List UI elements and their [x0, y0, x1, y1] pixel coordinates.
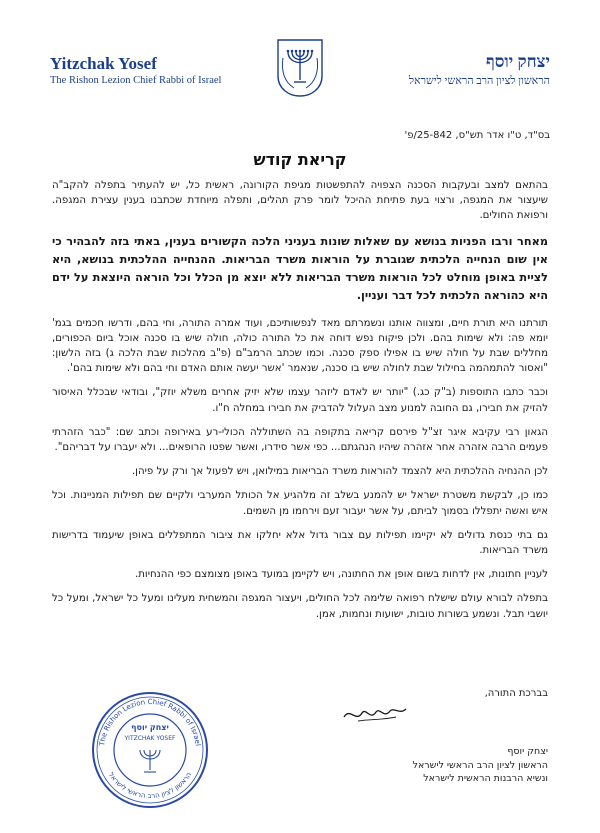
- official-seal-stamp: [90, 690, 210, 810]
- paragraph: תורתנו היא תורת חיים, ומצווה אותנו ונשמרתם מאד לנפשותיכם, ועוד אמרה התורה, וחי בהם, ודרשו חכמים בגמ' יומא פה: ולא שימות בהם. ולכן פיקוח נפש דוחה את כל התורה כולה, חולה שיש בו סכנה אוכל ביום הכפורים, מחללים שבת על חולה שיש בו אפילו ספק סכנה. וכמו שכתב הרמב"ם (פ"ב מהלכות שבת הלכה ג) בזה הלשון: "ואסור להתמהמה בחילול שבת לחולה שיש בו סכנה, שנאמר 'אשר יעשה אותם האדם וחי בהם ולא שימות בהם'.: [52, 317, 548, 375]
- document-title: קריאת קודש: [253, 150, 347, 169]
- paragraph: בתפלה לבורא עולם שישלח רפואה שלימה לכל החולים, ויעצור המגפה והמשחית מעלינו ומעל כל ישראל, ומעל כל יושבי תבל. ונשמע בשורות טובות, ישועות ונחמות, אמן.: [52, 593, 548, 620]
- svg-text:הראשון לציון הרב הראשי לישראל: הראשון לציון הרב הראשי לישראל: [106, 770, 194, 801]
- hebrew-name: יצחק יוסף: [485, 52, 550, 71]
- svg-text:YITZCHAK YOSEF: YITZCHAK YOSEF: [124, 735, 176, 742]
- paragraph: וכבר כתבו התוספות (ב"ק כג.) "יותר יש לאדם ליזהר עצמו שלא יזיק אחרים משלא יוזק", ובודאי שבכלל האיסור להזיק את חבירו, גם החובה למנוע מצב העלול להדביק את חבירו במחלה ח"ו.: [52, 387, 548, 414]
- english-name: Yitzchak Yosef: [50, 54, 157, 73]
- letter-body: [52, 178, 548, 631]
- paragraph: בהתאם למצב ובעקבות הסכנה הצפויה להתפשטות מגיפת הקורונה, ראשית כל, יש להעתיר בתפלה להקב"ה שיעצור את המגפה, ורצוי בעת פתיחת ההיכל לומר פרק תהלים, ותפלה מיוחדת שכתבנו בענין עצירת המגפה. ורפואת החולים.: [52, 180, 548, 222]
- signer-name: יצחק יוסף: [507, 746, 548, 757]
- paragraph: לעניין חתונות, אין לדחות בשום אופן את החתונה, ויש לקיימן במועד באופן מצומצם כפי ההנחיות.: [134, 569, 548, 581]
- letterhead: [0, 0, 600, 112]
- signer-title-2: ונשיא הרבנות הראשית לישראל: [423, 773, 548, 784]
- closing-greeting: בברכת התורה,: [484, 688, 548, 699]
- english-title: The Rishon Lezion Chief Rabbi of Israel: [50, 75, 222, 86]
- handwritten-signature: [340, 703, 410, 725]
- paragraph: כמו כן, לבקשת משטרת ישראל יש להמנע בשלב זה מלהגיע אל הכותל המערבי ולקיים שם תפילות המניינות. וכל איש ואשה יתפללו בסמוך לביתם, על אשר יעבור זעם וירחמו מן השמים.: [52, 490, 548, 517]
- signature-block: [248, 745, 548, 786]
- paragraph: גם בתי כנסת גדולים לא יקיימו תפילות עם צבור גדול אלא יחלקו את ציבור המתפללים באופן שיעמוד בדרישות משרד הבריאות.: [52, 529, 548, 557]
- document-reference: בס"ד, ט"ו אדר תש"ס, 25-842/פ': [404, 130, 550, 141]
- svg-text:יצחק יוסף: יצחק יוסף: [131, 723, 169, 732]
- paragraph-bold: מאחר ורבו הפניות בנושא עם שאלות שונות בעניני הלכה הקשורים בענין, באתי בזה להבהיר כי אין שום הנחייה הלכתית שגוברת על הוראות משרד הבריאות. ההנחייה ההלכתית בנושא, היא לציית באופן מוחלט לכל הוראות משרד הבריאות ללא יוצא מן הכלל וכל הוראה היוצאת על ידם היא כהוראה הלכתית לכל דבר ועניין.: [52, 234, 548, 302]
- menorah-emblem-icon: [274, 38, 326, 98]
- paragraph: לכן ההנחיה ההלכתית היא להצמד להוראות משרד הבריאות במילואן, ויש לפעול אך ורק על פיהן.: [131, 466, 548, 478]
- signer-title-1: הראשון לציון הרב הראשי לישראל: [412, 759, 548, 771]
- hebrew-title: הראשון לציון הרב הראשי לישראל: [408, 75, 550, 87]
- svg-text:The Rishon Lezion Chief Rabbi: The Rishon Lezion Chief Rabbi of Israel: [98, 698, 202, 747]
- paragraph: הגאון רבי עקיבא איגר זצ"ל פירסם קריאה בתקופה בה השתוללה הכולי-רע באירופה וכתב שם: "כבר הזהרתי פעמים הרבה אזהרה אחר אזהרה שיהיו הנהגתם... כפי אשר סידרו, ואשר שפטו הרופאים... ולא יעברו על דבריהם".: [52, 426, 548, 454]
